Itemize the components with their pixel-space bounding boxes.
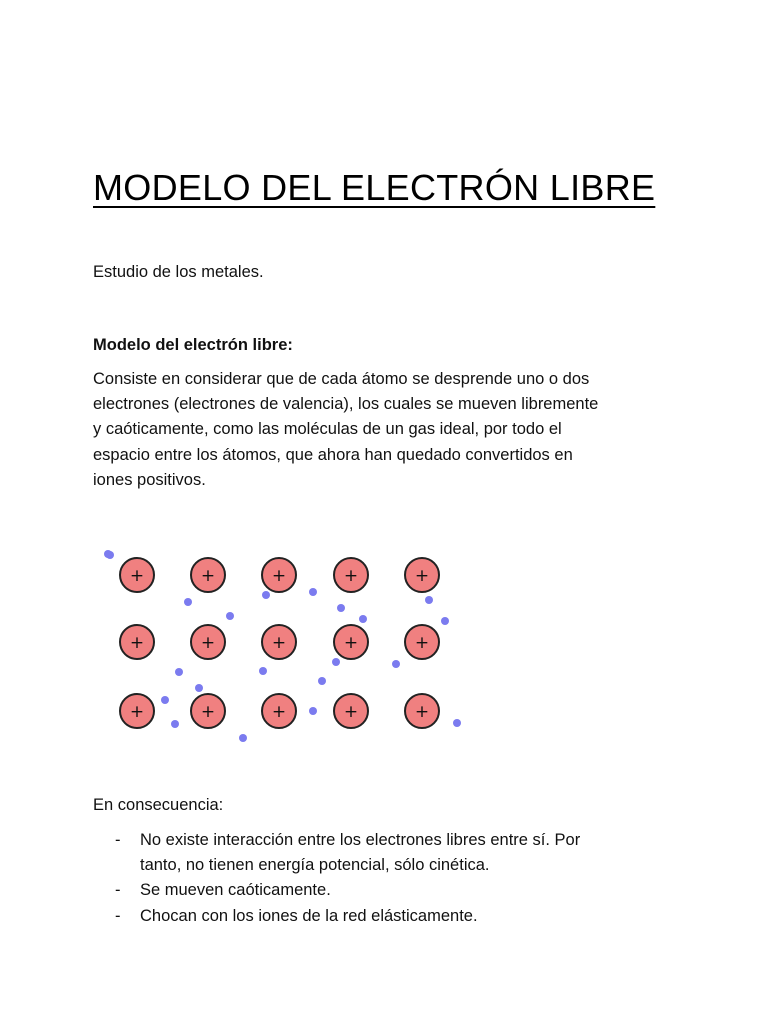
consequence-list: [93, 828, 580, 929]
ion-plus-sign: +: [129, 633, 145, 653]
free-electron: [226, 612, 234, 620]
body-line: espacio entre los átomos, que ahora han quedado convertidos en: [93, 445, 573, 464]
ion-plus-sign: +: [414, 633, 430, 653]
free-electron: [309, 707, 317, 715]
positive-ion: [405, 558, 439, 592]
ion-plus-sign: +: [343, 702, 359, 722]
body-line: y caóticamente, como las moléculas de un gas ideal, por todo el: [93, 420, 562, 439]
free-electron: [359, 615, 367, 623]
intro-text: Estudio de los metales.: [93, 263, 264, 281]
list-item: [93, 904, 580, 929]
ion-plus-sign: +: [129, 702, 145, 722]
list-item-line: Se mueven caóticamente.: [140, 881, 331, 900]
positive-ion: [405, 625, 439, 659]
free-electron: [262, 591, 270, 599]
positive-ion: [405, 694, 439, 728]
ion-plus-sign: +: [200, 702, 216, 722]
free-electron: [104, 550, 112, 558]
ion-plus-sign: +: [200, 633, 216, 653]
free-electron: [195, 684, 203, 692]
ion-plus-sign: +: [271, 566, 287, 586]
positive-ion: [262, 625, 296, 659]
free-electron: [392, 660, 400, 668]
page-title: MODELO DEL ELECTRÓN LIBRE: [93, 167, 656, 208]
positive-ion: [120, 625, 154, 659]
ion-plus-sign: +: [343, 566, 359, 586]
free-electron-lattice-diagram: [95, 540, 475, 750]
list-item-line: Chocan con los iones de la red elásticamente.: [140, 906, 478, 925]
free-electron: [184, 598, 192, 606]
bullet-dash: -: [115, 881, 121, 900]
list-item-line: No existe interacción entre los electrones libres entre sí. Por: [140, 831, 581, 849]
free-electron: [425, 596, 433, 604]
bullet-dash: -: [115, 831, 121, 849]
consequence-label: En consecuencia:: [93, 796, 224, 814]
free-electron: [318, 677, 326, 685]
positive-ion: [120, 558, 154, 592]
free-electron: [332, 658, 340, 666]
bullet-dash: -: [115, 906, 121, 925]
ion-plus-sign: +: [129, 566, 145, 586]
positive-ion: [334, 558, 368, 592]
positive-ion: [191, 558, 225, 592]
free-electron: [239, 734, 247, 742]
free-electron: [453, 719, 461, 727]
body-line: iones positivos.: [93, 470, 206, 489]
positive-ion: [191, 694, 225, 728]
positive-ion: [120, 694, 154, 728]
list-item: [93, 878, 580, 903]
positive-ion: [191, 625, 225, 659]
free-electron: [309, 588, 317, 596]
ion-plus-sign: +: [414, 566, 430, 586]
body-paragraph: [93, 367, 693, 493]
free-electron: [441, 617, 449, 625]
ion-plus-sign: +: [414, 702, 430, 722]
section-heading: Modelo del electrón libre:: [93, 336, 293, 354]
positive-ion: [262, 694, 296, 728]
positive-ion: [334, 694, 368, 728]
body-line: electrones (electrones de valencia), los cuales se mueven libremente: [93, 395, 599, 414]
positive-ion: [262, 558, 296, 592]
ion-plus-sign: +: [343, 633, 359, 653]
ion-plus-sign: +: [271, 633, 287, 653]
list-item-line: tanto, no tienen energía potencial, sólo cinética.: [140, 856, 490, 875]
ion-plus-sign: +: [200, 566, 216, 586]
ion-plus-sign: +: [271, 702, 287, 722]
list-item: [93, 828, 580, 878]
body-line: Consiste en considerar que de cada átomo se desprende uno o dos: [93, 370, 590, 388]
positive-ion: [334, 625, 368, 659]
free-electron: [161, 696, 169, 704]
free-electron: [171, 720, 179, 728]
free-electron: [259, 667, 267, 675]
free-electron: [175, 668, 183, 676]
free-electron: [337, 604, 345, 612]
